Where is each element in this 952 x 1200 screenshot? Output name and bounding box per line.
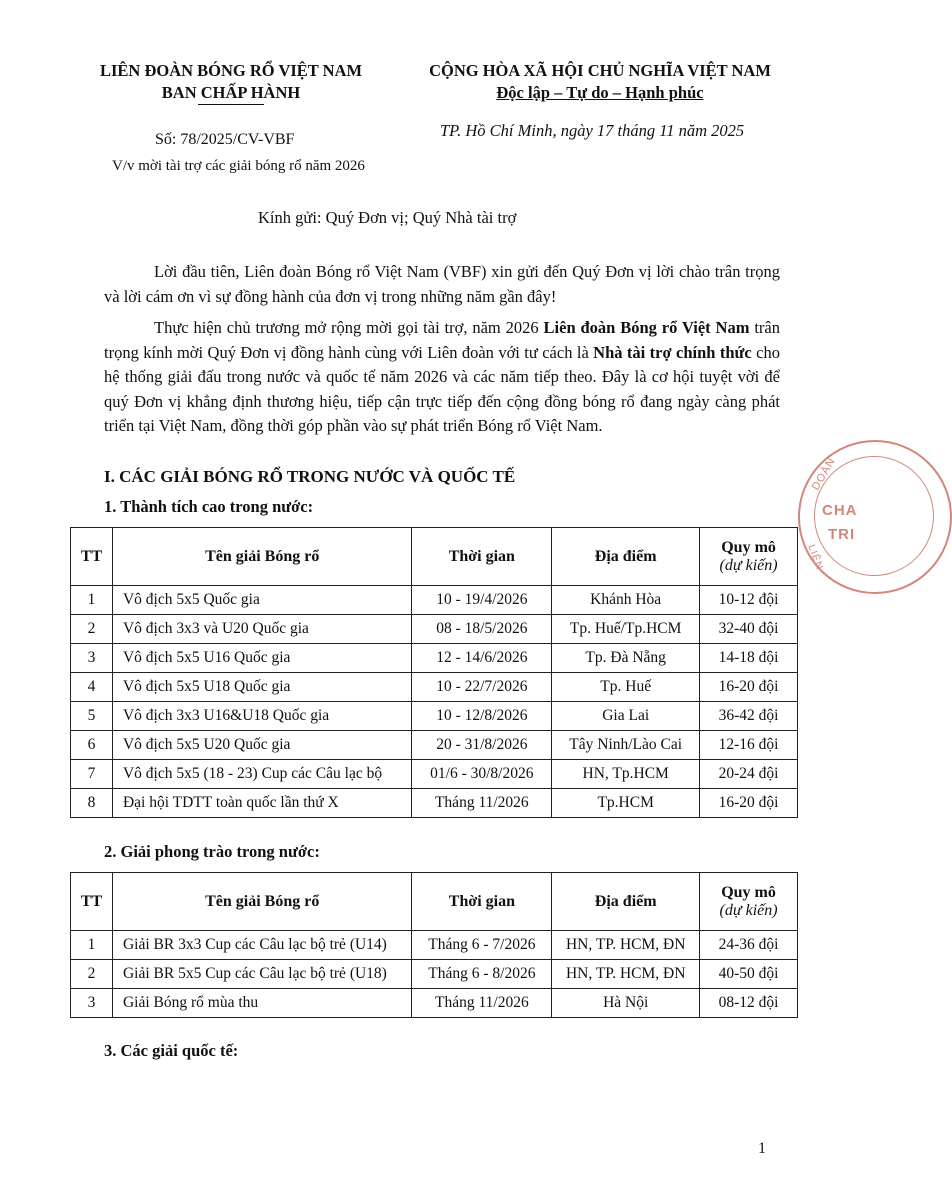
table-row bbox=[71, 586, 798, 615]
cell-name: Vô địch 3x3 U16&U18 Quốc gia bbox=[112, 702, 411, 731]
cell-time: 10 - 19/4/2026 bbox=[412, 586, 552, 615]
header-scale-label: Quy mô bbox=[721, 538, 776, 556]
org-name: LIÊN ĐOÀN BÓNG RỔ VIỆT NAM bbox=[99, 61, 363, 80]
cell-name: Giải Bóng rổ mùa thu bbox=[112, 989, 412, 1018]
cell-time: 20 - 31/8/2026 bbox=[412, 731, 552, 760]
cell-time: 01/6 - 30/8/2026 bbox=[412, 760, 552, 789]
table-row bbox=[71, 702, 798, 731]
header-tt: TT bbox=[71, 873, 113, 931]
cell-place: Khánh Hòa bbox=[552, 586, 700, 615]
table-row bbox=[71, 960, 798, 989]
table-row bbox=[71, 615, 798, 644]
table-header-row bbox=[71, 528, 798, 586]
cell-time: 10 - 12/8/2026 bbox=[412, 702, 552, 731]
cell-tt: 6 bbox=[71, 731, 113, 760]
cell-name: Vô địch 3x3 và U20 Quốc gia bbox=[112, 615, 411, 644]
cell-scale: 16-20 đội bbox=[700, 789, 798, 818]
cell-tt: 7 bbox=[71, 760, 113, 789]
header-name: Tên giải Bóng rổ bbox=[112, 528, 411, 586]
org-board: BAN CHẤP HÀNH bbox=[161, 83, 301, 102]
table-header-row bbox=[71, 873, 798, 931]
cell-place: Tp.HCM bbox=[552, 789, 700, 818]
cell-time: 08 - 18/5/2026 bbox=[412, 615, 552, 644]
official-stamp bbox=[798, 440, 952, 594]
cell-name: Vô địch 5x5 (18 - 23) Cup các Câu lạc bộ bbox=[112, 760, 411, 789]
cell-scale: 36-42 đội bbox=[700, 702, 798, 731]
cell-tt: 2 bbox=[71, 960, 113, 989]
cell-place: Tp. Đà Nẵng bbox=[552, 644, 700, 673]
stamp-text-lower: TRI bbox=[828, 526, 856, 543]
doc-number: Số: 78/2025/CV-VBF bbox=[155, 131, 295, 148]
cell-time: Tháng 6 - 7/2026 bbox=[412, 931, 552, 960]
header-name: Tên giải Bóng rổ bbox=[112, 873, 412, 931]
header-scale-sub: (dự kiến) bbox=[719, 556, 778, 574]
cell-scale: 40-50 đội bbox=[700, 960, 798, 989]
cell-tt: 1 bbox=[71, 586, 113, 615]
stamp-text-top: DOÀN bbox=[809, 455, 839, 493]
table-elite bbox=[70, 527, 798, 818]
cell-place: Tây Ninh/Lào Cai bbox=[552, 731, 700, 760]
cell-tt: 3 bbox=[71, 989, 113, 1018]
table-row bbox=[71, 644, 798, 673]
header-scale bbox=[700, 528, 798, 586]
cell-time: Tháng 11/2026 bbox=[412, 789, 552, 818]
nation-header bbox=[410, 60, 790, 104]
paragraph-invitation bbox=[104, 316, 780, 439]
page-number: 1 bbox=[758, 1140, 766, 1157]
table-row bbox=[71, 789, 798, 818]
header-place: Địa điểm bbox=[552, 528, 700, 586]
cell-name: Giải BR 5x5 Cup các Câu lạc bộ trẻ (U18) bbox=[112, 960, 412, 989]
header-time: Thời gian bbox=[412, 873, 552, 931]
cell-name: Vô địch 5x5 U18 Quốc gia bbox=[112, 673, 411, 702]
cell-time: 12 - 14/6/2026 bbox=[412, 644, 552, 673]
p2-bold-sponsor: Nhà tài trợ chính thức bbox=[593, 342, 752, 362]
cell-name: Vô địch 5x5 Quốc gia bbox=[112, 586, 411, 615]
cell-place: HN, TP. HCM, ĐN bbox=[552, 960, 700, 989]
table-row bbox=[71, 931, 798, 960]
header-tt: TT bbox=[71, 528, 113, 586]
table-row bbox=[71, 989, 798, 1018]
subsection-3-title: 3. Các giải quốc tế: bbox=[104, 1041, 239, 1060]
cell-tt: 8 bbox=[71, 789, 113, 818]
nation-motto: Độc lập – Tự do – Hạnh phúc bbox=[496, 83, 704, 102]
cell-place: Tp. Huế/Tp.HCM bbox=[552, 615, 700, 644]
cell-name: Giải BR 3x3 Cup các Câu lạc bộ trẻ (U14) bbox=[112, 931, 412, 960]
p2-text-e: cho hệ thống giải đấu trong nước và quốc tế năm 2026 và các năm tiếp theo. Đây là cơ hội tuyệt vời để quý Đơn vị khẳng định thương hiệu, tiếp cận trực tiếp đến cộng đồng bóng rổ đang ngày càng phát triển tại Việt Nam, đồng thời góp phần vào sự phát triển Bóng rổ Việt Nam. bbox=[104, 342, 780, 435]
cell-place: Tp. Huế bbox=[552, 673, 700, 702]
header-place: Địa điểm bbox=[552, 873, 700, 931]
cell-place: HN, Tp.HCM bbox=[552, 760, 700, 789]
recipient: Kính gửi: Quý Đơn vị; Quý Nhà tài trợ bbox=[258, 208, 517, 227]
section-title: I. CÁC GIẢI BÓNG RỔ TRONG NƯỚC VÀ QUỐC TẾ bbox=[104, 467, 516, 486]
org-header bbox=[96, 60, 366, 104]
header-scale bbox=[700, 873, 798, 931]
p2-text-a: Thực hiện chủ trương mở rộng mời gọi tài trợ, năm 2026 bbox=[154, 318, 544, 337]
cell-name: Vô địch 5x5 U20 Quốc gia bbox=[112, 731, 411, 760]
doc-subject: V/v mời tài trợ các giải bóng rổ năm 2026 bbox=[112, 158, 365, 174]
header-scale-label: Quy mô bbox=[721, 883, 776, 901]
nation-name: CỘNG HÒA XÃ HỘI CHỦ NGHĨA VIỆT NAM bbox=[429, 61, 771, 80]
table-row bbox=[71, 731, 798, 760]
cell-time: 10 - 22/7/2026 bbox=[412, 673, 552, 702]
stamp-text-side: LIÊN bbox=[805, 543, 825, 572]
cell-scale: 12-16 đội bbox=[700, 731, 798, 760]
cell-name: Vô địch 5x5 U16 Quốc gia bbox=[112, 644, 411, 673]
cell-name: Đại hội TDTT toàn quốc lần thứ X bbox=[112, 789, 411, 818]
cell-scale: 24-36 đội bbox=[700, 931, 798, 960]
p2-text-c: trân trọng kính mời Quý Đơn vị đồng hành cùng với Liên đoàn với tư cách là bbox=[104, 318, 781, 362]
org-underline bbox=[198, 104, 264, 105]
subsection-2-title: 2. Giải phong trào trong nước: bbox=[104, 842, 320, 861]
cell-scale: 14-18 đội bbox=[700, 644, 798, 673]
cell-tt: 4 bbox=[71, 673, 113, 702]
table-row bbox=[71, 760, 798, 789]
cell-place: HN, TP. HCM, ĐN bbox=[552, 931, 700, 960]
table-grassroots bbox=[70, 872, 798, 1018]
cell-tt: 1 bbox=[71, 931, 113, 960]
cell-time: Tháng 11/2026 bbox=[412, 989, 552, 1018]
cell-place: Gia Lai bbox=[552, 702, 700, 731]
stamp-text-middle: CHA bbox=[822, 502, 858, 519]
subsection-1-title: 1. Thành tích cao trong nước: bbox=[104, 497, 314, 516]
place-date: TP. Hồ Chí Minh, ngày 17 tháng 11 năm 2025 bbox=[440, 121, 745, 140]
cell-time: Tháng 6 - 8/2026 bbox=[412, 960, 552, 989]
header-time: Thời gian bbox=[412, 528, 552, 586]
cell-tt: 3 bbox=[71, 644, 113, 673]
header-scale-sub: (dự kiến) bbox=[719, 901, 778, 919]
table-row bbox=[71, 673, 798, 702]
cell-tt: 2 bbox=[71, 615, 113, 644]
cell-scale: 20-24 đội bbox=[700, 760, 798, 789]
cell-scale: 10-12 đội bbox=[700, 586, 798, 615]
cell-tt: 5 bbox=[71, 702, 113, 731]
cell-scale: 16-20 đội bbox=[700, 673, 798, 702]
cell-scale: 32-40 đội bbox=[700, 615, 798, 644]
cell-place: Hà Nội bbox=[552, 989, 700, 1018]
p2-bold-org: Liên đoàn Bóng rổ Việt Nam bbox=[543, 318, 750, 337]
paragraph-intro: Lời đầu tiên, Liên đoàn Bóng rổ Việt Nam (VBF) xin gửi đến Quý Đơn vị lời chào trân trọng và lời cám ơn vì sự đồng hành của đơn vị trong những năm gần đây! bbox=[104, 262, 780, 306]
cell-scale: 08-12 đội bbox=[700, 989, 798, 1018]
